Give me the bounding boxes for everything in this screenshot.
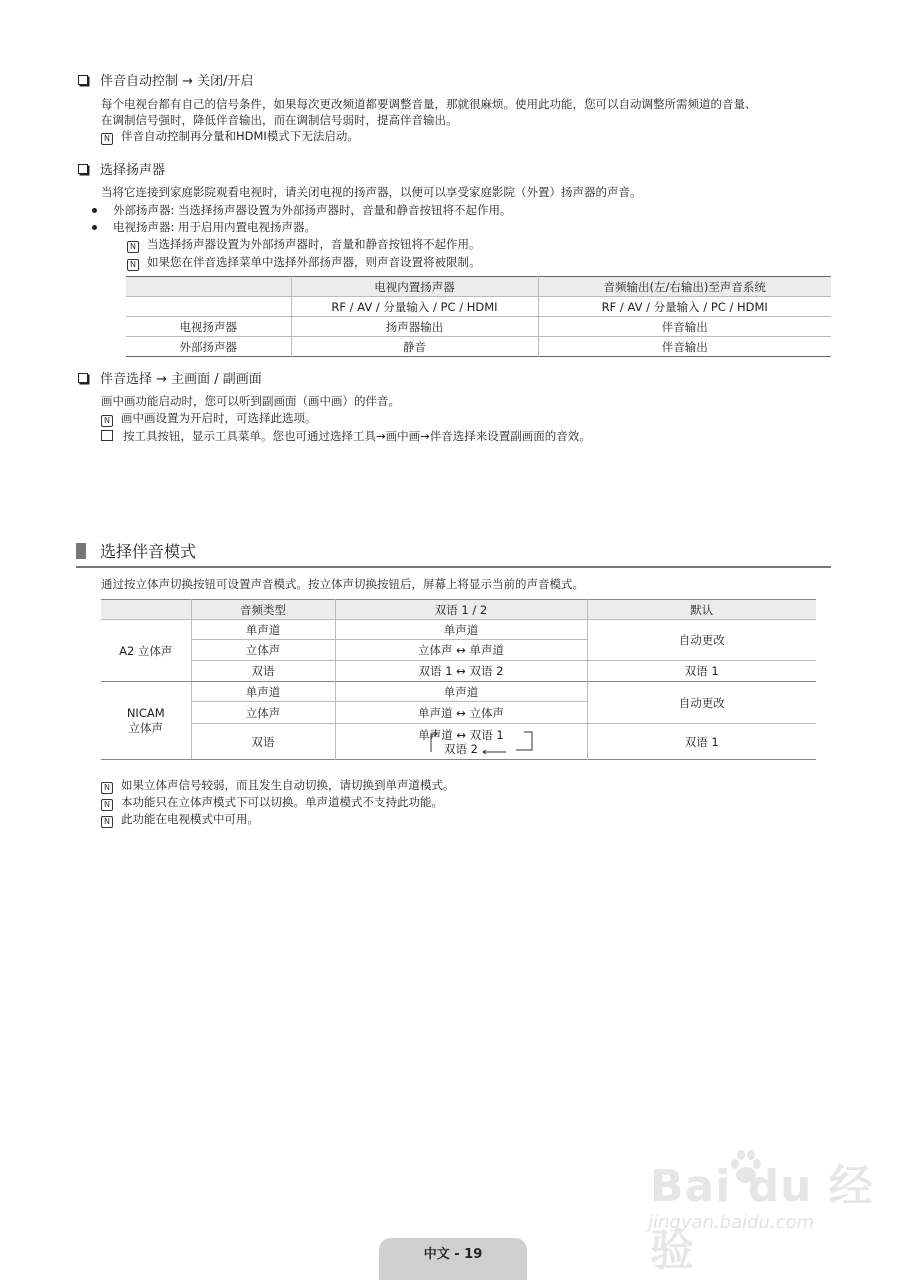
paragraph: 每个电视台都有自己的信号条件，如果每次更改频道都要调整音量，那就很麻烦。使用此功能，您可以自动调整所需频道的音量、	[101, 97, 757, 111]
note: N 如果立体声信号较弱，而且发生自动切换，请切换到单声道模式。	[101, 777, 455, 794]
table-cell: 双语 1 ↔ 双语 2	[335, 661, 587, 682]
bullet-dot-icon	[92, 225, 97, 230]
cell-line: 单声道 ↔ 双语 1	[418, 727, 504, 742]
section-sound-select-heading: 伴音选择 → 主画面 / 副画面	[78, 371, 262, 389]
table-header-cell	[101, 600, 191, 620]
note-icon: N	[127, 259, 139, 271]
sound-mode-table	[101, 599, 816, 760]
table-header-cell: 音频输出(左/右输出)至声音系统	[538, 277, 831, 297]
table-row	[126, 337, 831, 357]
note-icon: N	[127, 241, 139, 253]
paragraph: 当将它连接到家庭影院观看电视时，请关闭电视的扬声器，以便可以享受家庭影院（外置）扬声器的声音。	[101, 185, 642, 199]
note: N 本功能只在立体声模式下可以切换。单声道模式不支持此功能。	[101, 794, 443, 811]
tool-note: 按工具按钮，显示工具菜单。您也可通过选择工具→画中画→伴音选择来设置副画面的音效。	[101, 428, 591, 445]
table-row	[101, 661, 816, 682]
table-row	[126, 317, 831, 337]
table-cell: RF / AV / 分量输入 / PC / HDMI	[291, 297, 538, 317]
paragraph: 在调制信号强时，降低伴音输出，而在调制信号弱时，提高伴音输出。	[101, 113, 458, 127]
table-cell: RF / AV / 分量输入 / PC / HDMI	[538, 297, 831, 317]
paragraph: 通过按立体声切换按钮可设置声音模式。按立体声切换按钮后，屏幕上将显示当前的声音模式。	[101, 577, 584, 591]
table-header-cell	[126, 277, 291, 297]
table-cell	[101, 682, 191, 760]
note: N 伴音自动控制再分量和HDMI模式下无法启动。	[101, 128, 359, 145]
tools-icon	[101, 430, 113, 441]
table-cell: 自动更改	[587, 682, 816, 724]
table-cell: 单声道	[335, 620, 587, 640]
table-cell: 电视扬声器	[179, 319, 237, 334]
table-cell: 单声道	[191, 620, 335, 640]
section-title: 选择伴音模式	[100, 542, 197, 561]
checkbox-square-icon	[78, 164, 88, 174]
cycle-arrow-icon	[336, 724, 588, 760]
table-cell: A2 立体声	[101, 620, 191, 682]
note: N 如果您在伴音选择菜单中选择外部扬声器，则声音设置将被限制。	[127, 254, 481, 271]
cell-line: 双语 2	[444, 741, 478, 756]
section-title-bar	[76, 542, 831, 568]
checkbox-square-icon	[78, 373, 88, 383]
nicam-label: NICAM	[126, 705, 165, 720]
table-cell: 扬声器输出	[291, 317, 538, 337]
table-cell: 双语	[191, 661, 335, 682]
table-cell: 双语 1	[587, 661, 816, 682]
table-header-cell: 双语 1 / 2	[335, 600, 587, 620]
note: N 画中画设置为开启时，可选择此选项。	[101, 410, 317, 427]
note-icon: N	[101, 799, 113, 811]
table-cell: 静音	[291, 337, 538, 357]
bullet-item: 电视扬声器: 用于启用内置电视扬声器。	[86, 219, 316, 236]
table-cell: 单声道	[191, 682, 335, 702]
section-speaker-heading: 选择扬声器	[78, 162, 165, 180]
note: N 此功能在电视模式中可用。	[101, 811, 259, 828]
speaker-table	[126, 276, 831, 357]
table-header-cell: 默认	[587, 600, 816, 620]
table-cell	[335, 724, 587, 760]
title-marker-icon	[76, 543, 86, 559]
paragraph: 画中画功能启动时，您可以听到副画面（画中画）的伴音。	[101, 394, 400, 408]
table-cell: 双语 1	[587, 724, 816, 760]
table-row	[101, 620, 816, 640]
watermark-logo: Bai du 经验	[650, 1161, 874, 1276]
bullet-dot-icon	[92, 208, 97, 213]
bullet-item: 外部扬声器: 当选择扬声器设置为外部扬声器时，音量和静音按钮将不起作用。	[86, 202, 512, 219]
note-icon: N	[101, 782, 113, 794]
table-cell: 单声道	[335, 682, 587, 702]
table-header-cell: 音频类型	[191, 600, 335, 620]
table-cell: 外部扬声器	[179, 339, 237, 354]
table-cell: 伴音输出	[538, 337, 831, 357]
checkbox-square-icon	[78, 75, 88, 85]
note-icon: N	[101, 133, 113, 145]
table-cell: 伴音输出	[538, 317, 831, 337]
table-cell: 自动更改	[587, 620, 816, 661]
table-cell	[126, 297, 291, 317]
table-cell: 立体声 ↔ 单声道	[335, 640, 587, 661]
nicam-label: 立体声	[128, 720, 163, 735]
table-cell: 双语	[191, 724, 335, 760]
note-icon: N	[101, 816, 113, 828]
section-auto-volume-heading: 伴音自动控制 → 关闭/开启	[78, 73, 254, 91]
note-icon: N	[101, 415, 113, 427]
page-number-tab: 中文 - 19	[379, 1238, 527, 1280]
table-cell: 立体声	[191, 702, 335, 724]
table-cell: 单声道 ↔ 立体声	[335, 702, 587, 724]
table-row	[101, 682, 816, 702]
note: N 当选择扬声器设置为外部扬声器时，音量和静音按钮将不起作用。	[127, 236, 481, 253]
table-header-cell: 电视内置扬声器	[291, 277, 538, 297]
table-cell: 立体声	[191, 640, 335, 661]
watermark-url: jingyan.baidu.com	[648, 1212, 815, 1233]
table-row	[101, 724, 816, 760]
